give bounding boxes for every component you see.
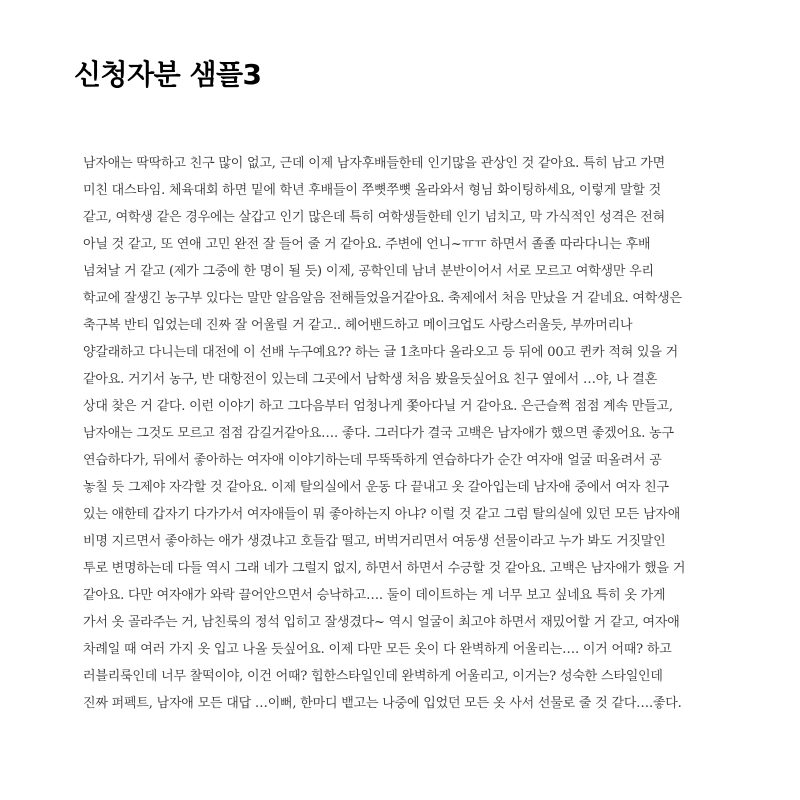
- text-line: 넘쳐날 거 같고 (제가 그중에 한 명이 될 듯) 이제, 공학인데 남녀 분반이어서 서로 모르고 여학생만 우리: [83, 264, 654, 279]
- text-line: 연습하다가, 뒤에서 좋아하는 여자애 이야기하는데 무뚝뚝하게 연습하다가 순간 여자애 얼굴 떠올려서 공: [83, 453, 662, 468]
- text-line: 상대 찾은 거 같다. 이런 이야기 하고 그다음부터 엄청나게 쫓아다닐 거 같아요. 은근슬쩍 점점 계속 만들고,: [83, 399, 673, 414]
- text-line: 있는 애한테 갑자기 다가가서 여자애들이 뭐 좋아하는지 아냐? 이럴 것 같고 그럼 탈의실에 있던 모든 남자애: [83, 507, 681, 522]
- text-line: 같아요. 거기서 농구, 반 대항전이 있는데 그곳에서 남학생 처음 봤을듯싶어요 친구 옆에서 …야, 나 결혼: [83, 372, 657, 387]
- text-line: 같아요. 다만 여자애가 와락 끌어안으면서 승낙하고…. 둘이 데이트하는 게 너무 보고 싶네요 특히 옷 가게: [83, 588, 666, 603]
- text-line: 미친 대스타임. 체육대회 하면 밑에 학년 후배들이 쭈뼛쭈뼛 올라와서 형님 화이팅하세요, 이렇게 말할 것: [83, 183, 662, 198]
- text-line: 러블리룩인데 너무 찰떡이야, 이건 어때? 힙한스타일인데 완벽하게 어울리고, 이거는? 성숙한 스타일인데: [83, 669, 663, 684]
- text-line: 진짜 퍼펙트, 남자애 모든 대답 …이뻐, 한마디 뱉고는 나중에 입었던 모든 옷 사서 선물로 줄 것 같다….좋다.: [83, 696, 682, 711]
- text-line: 축구복 반티 입었는데 진짜 잘 어울릴 거 같고.. 헤어밴드하고 메이크업도 사랑스러울듯, 부까머리나: [83, 318, 633, 333]
- body-text: [83, 150, 753, 717]
- text-line: 남자애는 딱딱하고 친구 많이 없고, 근데 이제 남자후배들한테 인기많을 관상인 것 같아요. 특히 남고 가면: [83, 156, 665, 171]
- text-line: 학교에 잘생긴 농구부 있다는 말만 알음알음 전해들었을거같아요. 축제에서 처음 만났을 거 같네요. 여학생은: [83, 291, 682, 306]
- page-title: 신청자분 샘플3: [74, 58, 262, 91]
- text-line: 아닐 것 같고, 또 연애 고민 완전 잘 들어 줄 거 같아요. 주변에 언니~ㅠㅠ 하면서 졸졸 따라다니는 후배: [83, 237, 651, 252]
- text-line: 놓칠 듯 그제야 자각할 것 같아요. 이제 탈의실에서 운동 다 끝내고 옷 갈아입는데 남자애 중에서 여자 친구: [83, 480, 669, 495]
- text-line: 같고, 여학생 같은 경우에는 살갑고 인기 많은데 특히 여학생들한테 인기 넘치고, 막 가식적인 성격은 전혀: [83, 210, 665, 225]
- text-line: 가서 옷 골라주는 거, 남친룩의 정석 입히고 잘생겼다~ 역시 얼굴이 최고야 하면서 재밌어할 거 같고, 여자애: [83, 615, 680, 630]
- text-line: 차례일 때 여러 가지 옷 입고 나올 듯싶어요. 이제 다만 모든 옷이 다 완벽하게 어울리는…. 이거 어때? 하고: [83, 642, 672, 657]
- text-line: 투로 변명하는데 다들 역시 그래 네가 그럴지 없지, 하면서 하면서 수긍할 것 같아요. 고백은 남자애가 했을 거: [83, 561, 686, 576]
- text-line: 남자애는 그것도 모르고 점점 감길거같아요…. 좋다. 그러다가 결국 고백은 남자애가 했으면 좋겠어요. 농구: [83, 426, 674, 441]
- text-line: 비명 지르면서 좋아하는 애가 생겼냐고 호들갑 떨고, 버벅거리면서 여동생 선물이라고 누가 봐도 거짓말인: [83, 534, 666, 549]
- text-line: 양갈래하고 다니는데 대전에 이 선배 누구예요?? 하는 글 1초마다 올라오고 등 뒤에 00고 퀸카 적혀 있을 거: [83, 345, 678, 360]
